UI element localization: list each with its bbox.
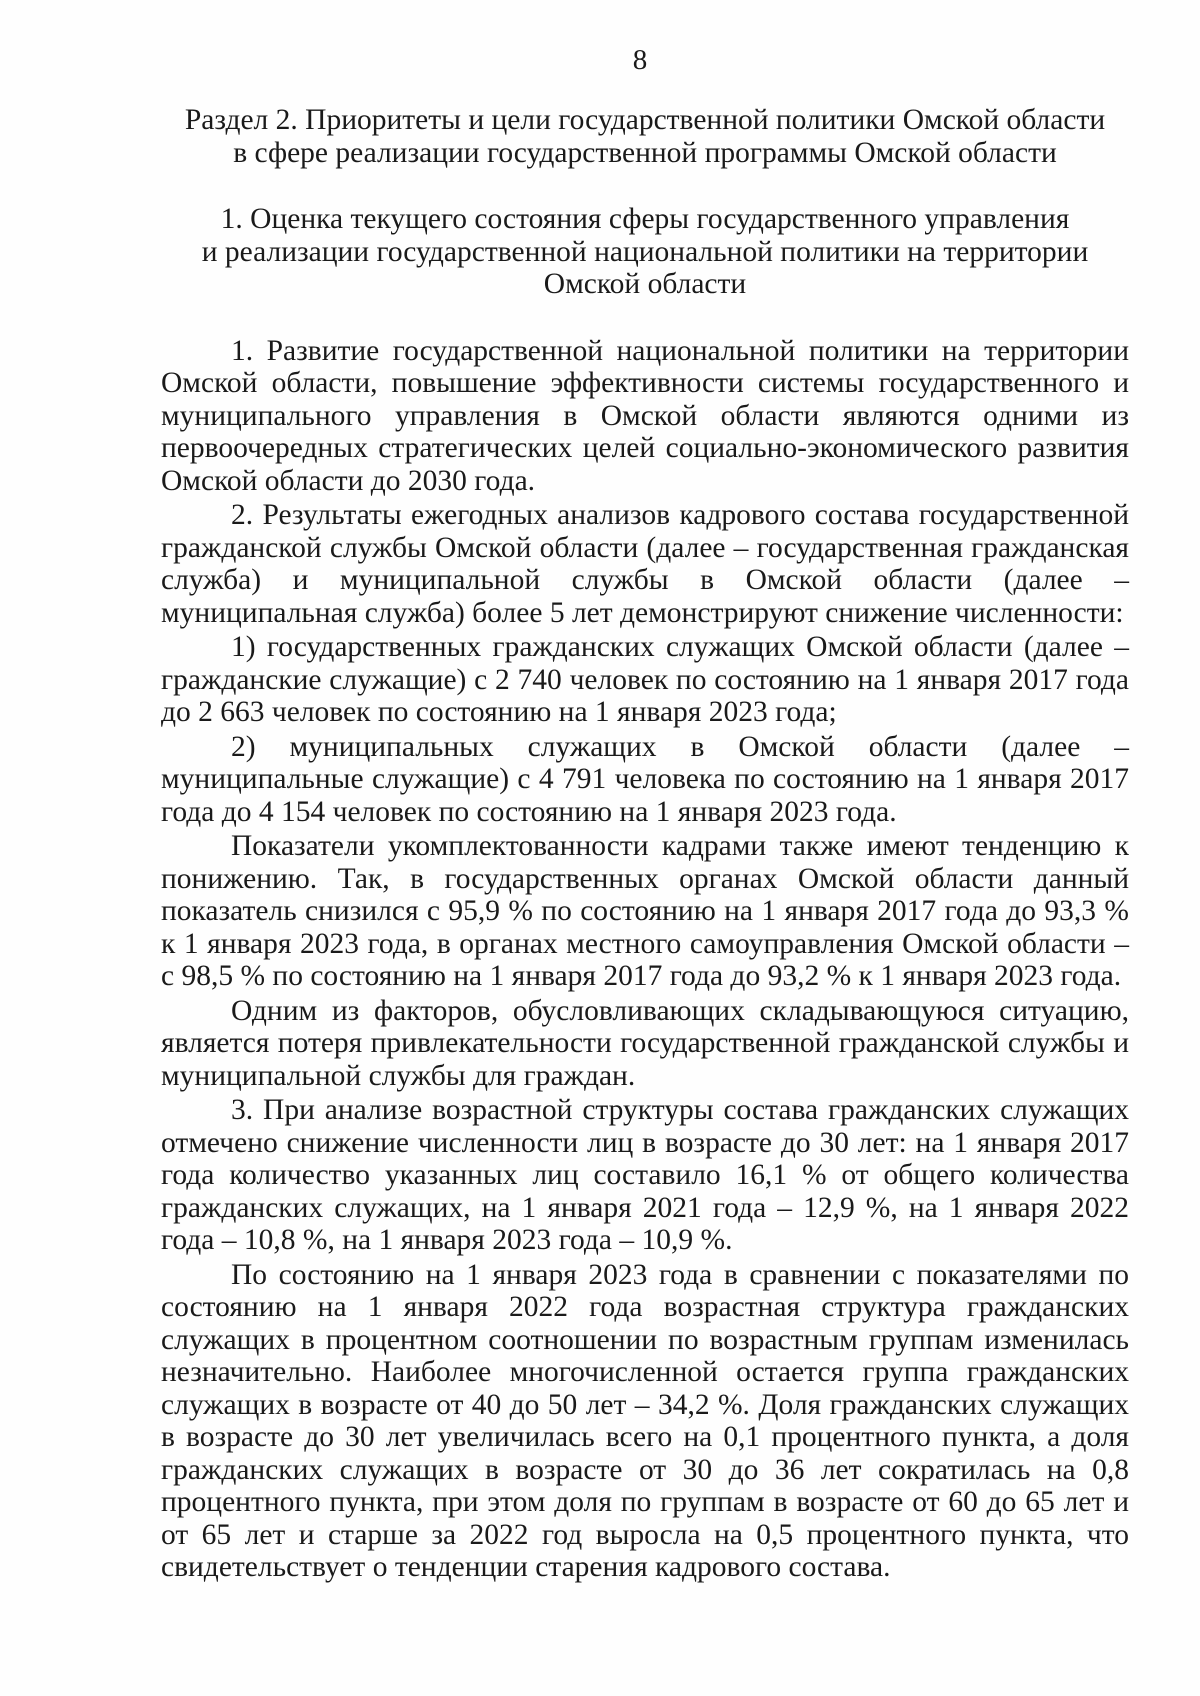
paragraph-2-item-2: 2) муниципальных служащих в Омской области (далее – муниципальные служащие) с 4 791 человека по состоянию на 1 января 2017 года до 4 154 человек по состоянию на 1 января 2023 года. — [161, 730, 1129, 828]
paragraph-age-structure: По состоянию на 1 января 2023 года в сравнении с показателями по состоянию на 1 января 2022 года возрастная структура гражданских служащих в процентном соотношении по возрастным группам изменилась незначительно. Наиболее многочисленной остается группа гражданских служащих в возрасте от 40 до 50 лет – 34,2 %. Доля гражданских служащих в возрасте до 30 лет увеличилась всего на 0,1 процентного пункта, а доля гражданских служащих в возрасте от 30 до 36 лет сократилась на 0,8 процентного пункта, при этом доля по группам в возрасте от 60 до 65 лет и от 65 лет и старше за 2022 год выросла на 0,5 процентного пункта, что свидетельствует о тенденции старения кадрового состава. — [161, 1258, 1129, 1583]
paragraph-staffing: Показатели укомплектованности кадрами также имеют тенденцию к понижению. Так, в государственных органах Омской области данный показатель снизился с 95,9 % по состоянию на 1 января 2017 года до 93,3 % к 1 января 2023 года, в органах местного самоуправления Омской области – с 98,5 % по состоянию на 1 января 2017 года до 93,2 % к 1 января 2023 года. — [161, 830, 1129, 992]
paragraph-2-item-1: 1) государственных гражданских служащих Омской области (далее – гражданские служащие) с 2 740 человек по состоянию на 1 января 2017 года до 2 663 человек по состоянию на 1 января 2023 года; — [161, 631, 1129, 728]
subsection-title-line: и реализации государственной национальной политики на территории — [201, 235, 1089, 268]
paragraph-1: 1. Развитие государственной национальной политики на территории Омской области, повышение эффективности системы государственного и муниципального управления в Омской области являются одними из первоочередных стратегических целей социально-экономического развития Омской области до 2030 года. — [161, 334, 1129, 497]
paragraph-2: 2. Результаты ежегодных анализов кадрового состава государственной гражданской службы Омской области (далее – государственная гражданская служба) и муниципальной службы в Омской области (далее – муниципальная служба) более 5 лет демонстрируют снижение численности: — [161, 499, 1129, 629]
subsection-title-line: Омской области — [543, 268, 747, 300]
subsection-title-line: 1. Оценка текущего состояния сферы государственного управления — [220, 203, 1070, 235]
document-body — [161, 104, 1129, 1584]
section-title-line: Раздел 2. Приоритеты и цели государственной политики Омской области — [184, 104, 1106, 136]
subsection-title — [161, 203, 1129, 301]
page-number: 8 — [632, 44, 648, 76]
paragraph-factors: Одним из факторов, обусловливающих складывающуюся ситуацию, является потеря привлекательности государственной гражданской службы и муниципальной службы для граждан. — [161, 994, 1129, 1092]
paragraph-3: 3. При анализе возрастной структуры состава гражданских служащих отмечено снижение численности лиц в возрасте до 30 лет: на 1 января 2017 года количество указанных лиц составило 16,1 % от общего количества гражданских служащих, на 1 января 2021 года – 12,9 %, на 1 января 2022 года – 10,8 %, на 1 января 2023 года – 10,9 %. — [161, 1094, 1129, 1256]
section-title-line: в сфере реализации государственной программы Омской области — [233, 136, 1057, 169]
section-title — [161, 104, 1129, 169]
